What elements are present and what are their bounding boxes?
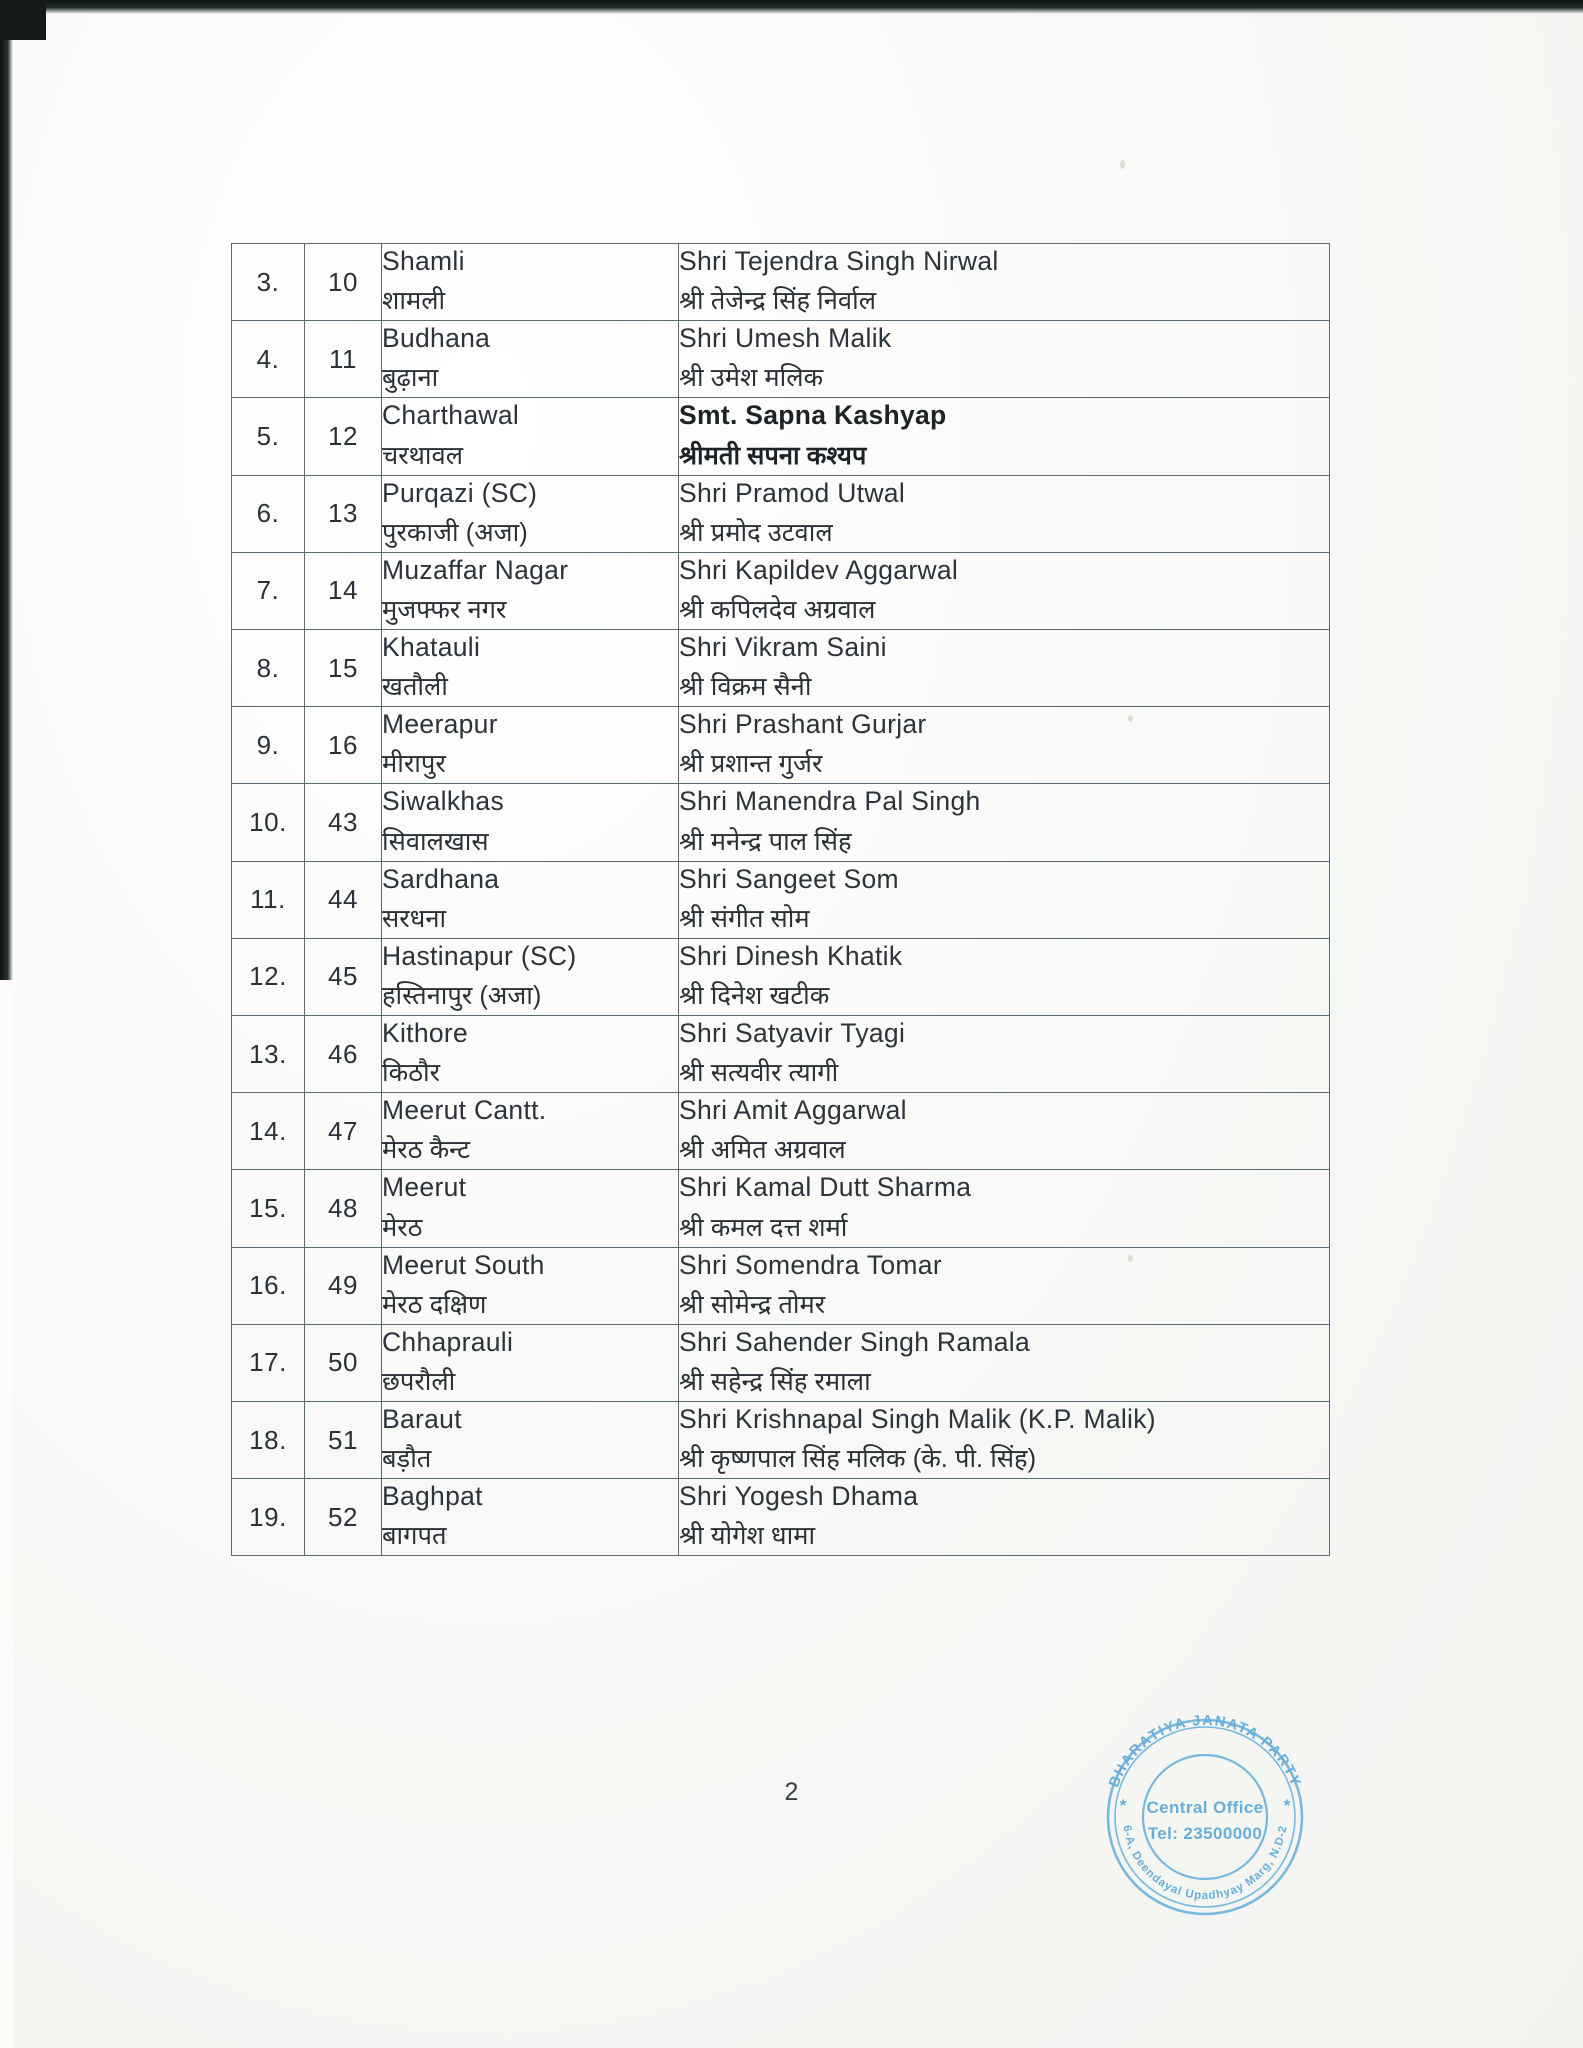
constituency-name-en: Meerapur [382, 709, 498, 740]
constituency-cell [382, 475, 679, 552]
candidate-name-hi: श्री सत्यवीर त्यागी [679, 1059, 839, 1088]
constituency-cell [382, 552, 679, 629]
table-row [232, 321, 1330, 398]
candidate-name-en: Shri Somendra Tomar [679, 1249, 942, 1280]
table-row [232, 1093, 1330, 1170]
constituency-number: 45 [305, 938, 382, 1015]
constituency-cell [382, 1093, 679, 1170]
table-row [232, 1402, 1330, 1479]
constituency-name-en: Purqazi (SC) [382, 477, 538, 508]
candidate-cell [679, 398, 1330, 475]
stamp-center-line-1: Central Office [1146, 1798, 1264, 1817]
candidate-name-en: Shri Amit Aggarwal [679, 1095, 907, 1126]
candidate-name-en: Shri Pramod Utwal [679, 477, 906, 508]
serial-number: 13. [232, 1016, 305, 1093]
candidate-name-hi: श्री विक्रम सैनी [679, 673, 812, 702]
constituency-number: 49 [305, 1247, 382, 1324]
constituency-name-hi: बागपत [382, 1522, 447, 1551]
candidate-name-en: Shri Tejendra Singh Nirwal [679, 246, 999, 276]
table-row [232, 398, 1330, 475]
serial-number: 16. [232, 1247, 305, 1324]
constituency-number: 14 [305, 552, 382, 629]
constituency-name-hi: सरधना [382, 904, 447, 933]
scan-speck [1120, 160, 1125, 169]
candidate-name-hi: श्री मनेन्द्र पाल सिंह [679, 827, 852, 856]
candidate-name-en: Shri Satyavir Tyagi [679, 1018, 906, 1049]
constituency-number: 51 [305, 1402, 382, 1479]
serial-number: 11. [232, 861, 305, 938]
table-row [232, 861, 1330, 938]
constituency-number: 15 [305, 630, 382, 707]
serial-number: 6. [232, 475, 305, 552]
candidate-cell [679, 1093, 1330, 1170]
candidate-name-hi: श्री कृष्णपाल सिंह मलिक (के. पी. सिंह) [679, 1445, 1037, 1474]
constituency-cell [382, 1479, 679, 1556]
constituency-cell [382, 1170, 679, 1247]
constituency-name-hi: सिवालखास [382, 827, 489, 856]
stamp-star-left: * [1119, 1796, 1127, 1815]
constituency-name-en: Hastinapur (SC) [382, 940, 577, 971]
candidate-cell [679, 630, 1330, 707]
scan-edge-corner [0, 0, 46, 40]
constituency-name-en: Meerut South [382, 1249, 545, 1280]
candidate-name-hi: श्रीमती सपना कश्यप [679, 441, 867, 470]
candidate-cell [679, 1479, 1330, 1556]
candidate-name-en: Shri Kapildev Aggarwal [679, 554, 959, 585]
constituency-number: 52 [305, 1479, 382, 1556]
constituency-number: 43 [305, 784, 382, 861]
table-row [232, 475, 1330, 552]
candidate-name-en: Shri Yogesh Dhama [679, 1481, 919, 1512]
constituency-number: 12 [305, 398, 382, 475]
constituency-name-en: Baraut [382, 1404, 462, 1435]
candidate-cell [679, 1324, 1330, 1401]
constituency-number: 16 [305, 707, 382, 784]
constituency-name-en: Shamli [382, 246, 465, 276]
constituency-cell [382, 630, 679, 707]
serial-number: 18. [232, 1402, 305, 1479]
candidate-list-table [231, 243, 1330, 1556]
candidate-name-hi: श्री सहेन्द्र सिंह रमाला [679, 1368, 871, 1397]
constituency-name-hi: छपरौली [382, 1368, 456, 1397]
constituency-name-hi: मेरठ कैन्ट [382, 1136, 471, 1165]
constituency-cell [382, 321, 679, 398]
candidate-name-en: Shri Vikram Saini [679, 632, 887, 663]
candidate-name-en: Shri Krishnapal Singh Malik (K.P. Malik) [679, 1404, 1156, 1435]
serial-number: 9. [232, 707, 305, 784]
constituency-name-hi: किठौर [382, 1059, 441, 1088]
table-row [232, 630, 1330, 707]
constituency-cell [382, 784, 679, 861]
candidate-name-en: Shri Kamal Dutt Sharma [679, 1172, 972, 1203]
constituency-cell [382, 1016, 679, 1093]
constituency-number: 10 [305, 244, 382, 321]
serial-number: 7. [232, 552, 305, 629]
table-row [232, 784, 1330, 861]
constituency-number: 50 [305, 1324, 382, 1401]
serial-number: 15. [232, 1170, 305, 1247]
table-row [232, 552, 1330, 629]
candidate-cell [679, 784, 1330, 861]
candidate-name-hi: श्री संगीत सोम [679, 904, 810, 933]
serial-number: 10. [232, 784, 305, 861]
serial-number: 8. [232, 630, 305, 707]
candidate-cell [679, 244, 1330, 321]
table-row [232, 1324, 1330, 1401]
page-number: 2 [784, 1778, 799, 1806]
constituency-name-en: Muzaffar Nagar [382, 554, 569, 585]
candidate-cell [679, 321, 1330, 398]
constituency-cell [382, 244, 679, 321]
constituency-name-en: Baghpat [382, 1481, 483, 1512]
stamp-bottom-arc-text: 6-A, Deendayal Upadhyay Marg, N.D-2 [1120, 1824, 1290, 1902]
table-row [232, 1170, 1330, 1247]
constituency-name-en: Sardhana [382, 863, 500, 894]
candidate-cell [679, 1016, 1330, 1093]
constituency-name-hi: मुजफ्फर नगर [382, 596, 507, 625]
table-body [232, 244, 1330, 1556]
table-row [232, 707, 1330, 784]
candidate-cell [679, 707, 1330, 784]
candidate-name-hi: श्री अमित अग्रवाल [679, 1136, 846, 1165]
candidate-name-hi: श्री योगेश धामा [679, 1522, 816, 1551]
constituency-name-hi: मीरापुर [382, 750, 446, 779]
candidate-name-en: Shri Sangeet Som [679, 863, 899, 894]
constituency-number: 13 [305, 475, 382, 552]
candidate-name-en: Shri Manendra Pal Singh [679, 786, 981, 817]
constituency-name-hi: मेरठ [382, 1213, 423, 1242]
constituency-name-hi: खतौली [382, 673, 448, 702]
stamp-top-arc-text: BHARATIYA JANATA PARTY [1106, 1712, 1304, 1790]
candidate-name-hi: श्री दिनेश खटीक [679, 982, 830, 1011]
candidate-name-hi: श्री कपिलदेव अग्रवाल [679, 596, 876, 625]
constituency-name-hi: बुढ़ाना [382, 364, 439, 393]
candidate-name-hi: श्री उमेश मलिक [679, 364, 824, 393]
scan-edge-top [0, 0, 1583, 14]
serial-number: 14. [232, 1093, 305, 1170]
candidate-cell [679, 1247, 1330, 1324]
candidate-cell [679, 1170, 1330, 1247]
candidate-name-hi: श्री प्रमोद उटवाल [679, 518, 833, 547]
constituency-name-hi: चरथावल [382, 441, 463, 470]
constituency-name-hi: मेरठ दक्षिण [382, 1290, 487, 1319]
constituency-name-en: Kithore [382, 1018, 469, 1049]
stamp-center-line-2: Tel: 23500000 [1147, 1824, 1263, 1843]
constituency-cell [382, 398, 679, 475]
stamp-star-right: * [1283, 1796, 1291, 1815]
serial-number: 3. [232, 244, 305, 321]
constituency-name-en: Meerut Cantt. [382, 1095, 547, 1126]
scan-edge-left [0, 0, 13, 980]
candidate-name-en: Shri Sahender Singh Ramala [679, 1326, 1031, 1357]
candidate-cell [679, 1402, 1330, 1479]
candidate-name-hi: श्री सोमेन्द्र तोमर [679, 1290, 826, 1319]
constituency-name-hi: पुरकाजी (अजा) [382, 518, 528, 547]
constituency-number: 46 [305, 1016, 382, 1093]
candidate-cell [679, 861, 1330, 938]
table-row [232, 1016, 1330, 1093]
constituency-cell [382, 1247, 679, 1324]
serial-number: 12. [232, 938, 305, 1015]
serial-number: 5. [232, 398, 305, 475]
candidate-name-en: Smt. Sapna Kashyap [679, 400, 947, 431]
serial-number: 17. [232, 1324, 305, 1401]
candidate-name-hi: श्री कमल दत्त शर्मा [679, 1213, 848, 1242]
constituency-name-en: Siwalkhas [382, 786, 505, 817]
constituency-name-en: Khatauli [382, 632, 481, 663]
constituency-name-hi: शामली [382, 287, 446, 316]
constituency-name-hi: हस्तिनापुर (अजा) [382, 982, 542, 1011]
constituency-number: 44 [305, 861, 382, 938]
candidate-cell [679, 938, 1330, 1015]
constituency-number: 11 [305, 321, 382, 398]
candidate-name-en: Shri Umesh Malik [679, 323, 892, 354]
constituency-cell [382, 707, 679, 784]
candidate-name-hi: श्री तेजेन्द्र सिंह निर्वाल [679, 287, 877, 316]
table-row [232, 938, 1330, 1015]
constituency-name-en: Chhaprauli [382, 1326, 514, 1357]
constituency-number: 48 [305, 1170, 382, 1247]
constituency-number: 47 [305, 1093, 382, 1170]
table-row [232, 1247, 1330, 1324]
constituency-name-en: Charthawal [382, 400, 520, 431]
constituency-cell [382, 861, 679, 938]
constituency-name-en: Meerut [382, 1172, 467, 1203]
serial-number: 4. [232, 321, 305, 398]
table-row [232, 244, 1330, 321]
candidate-cell [679, 475, 1330, 552]
constituency-name-en: Budhana [382, 323, 491, 354]
candidate-name-en: Shri Dinesh Khatik [679, 940, 903, 971]
constituency-cell [382, 1324, 679, 1401]
candidate-name-hi: श्री प्रशान्त गुर्जर [679, 750, 823, 779]
table-row [232, 1479, 1330, 1556]
candidate-cell [679, 552, 1330, 629]
constituency-cell [382, 1402, 679, 1479]
candidate-name-en: Shri Prashant Gurjar [679, 709, 927, 740]
constituency-name-hi: बड़ौत [382, 1445, 432, 1474]
constituency-cell [382, 938, 679, 1015]
serial-number: 19. [232, 1479, 305, 1556]
